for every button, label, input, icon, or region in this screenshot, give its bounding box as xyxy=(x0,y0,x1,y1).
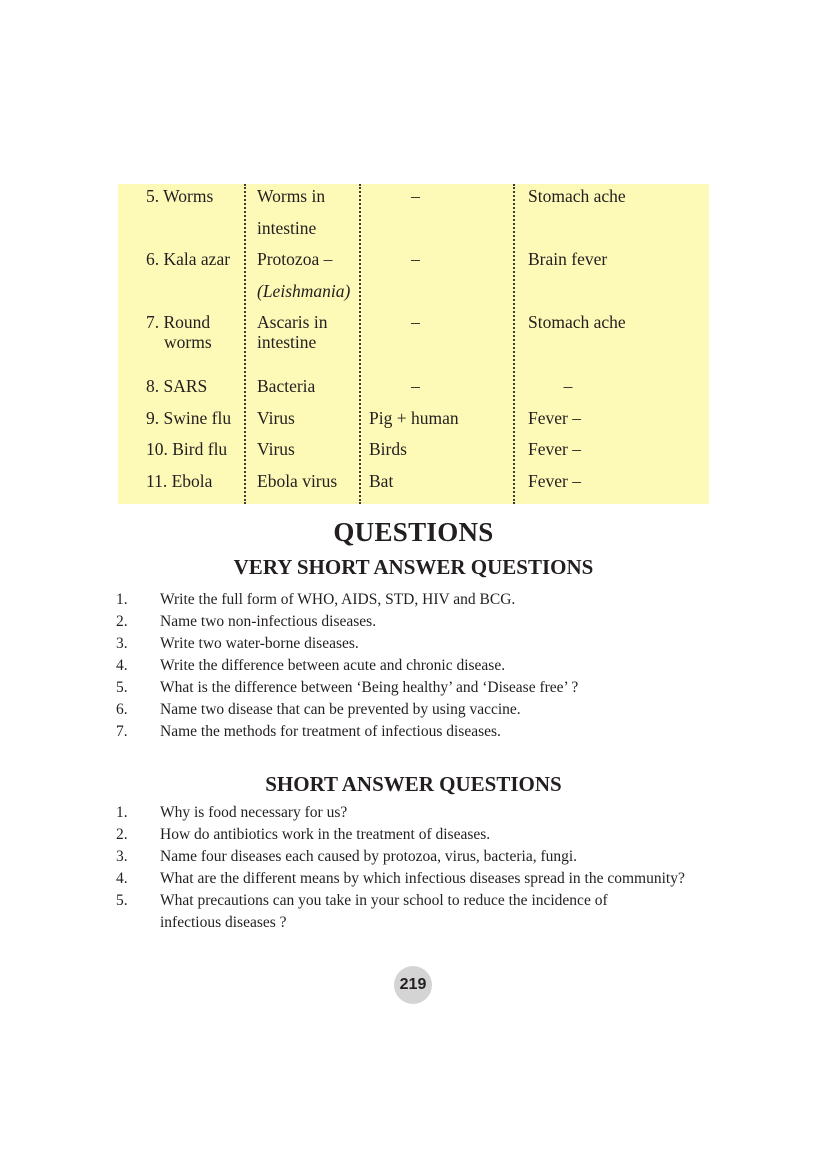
table-cell-symptom: Fever – xyxy=(528,439,581,459)
column-divider xyxy=(359,184,361,504)
disease-table xyxy=(118,184,709,504)
short-answer-heading: SHORT ANSWER QUESTIONS xyxy=(265,772,562,796)
table-cell-disease: 5. Worms xyxy=(146,186,214,206)
table-cell-symptom: Fever – xyxy=(528,408,581,428)
question-number: 1. xyxy=(116,804,128,821)
table-cell-disease: 11. Ebola xyxy=(146,471,213,491)
question-number: 2. xyxy=(116,826,128,843)
column-divider xyxy=(244,184,246,504)
question-text: Name four diseases each caused by protozoa, virus, bacteria, fungi. xyxy=(160,848,578,865)
table-cell-symptom: Stomach ache xyxy=(528,312,626,332)
question-number: 7. xyxy=(116,723,128,740)
page-number: 219 xyxy=(394,966,432,1004)
table-cell-cause: Protozoa – xyxy=(257,249,333,269)
question-number: 1. xyxy=(116,591,128,608)
table-cell-carrier: – xyxy=(411,312,420,332)
table-cell-disease: 9. Swine flu xyxy=(146,408,232,428)
question-text: Name two non-infectious diseases. xyxy=(160,613,377,630)
questions-heading: QUESTIONS xyxy=(333,517,494,547)
table-cell-symptom: Fever – xyxy=(528,471,581,491)
question-text: Name two disease that can be prevented by using vaccine. xyxy=(160,701,521,718)
question-number: 2. xyxy=(116,613,128,630)
table-cell-symptom: – xyxy=(563,376,573,396)
table-cell-symptom: Stomach ache xyxy=(528,186,626,206)
table-cell-disease: 10. Bird flu xyxy=(146,439,228,459)
question-text: Write the full form of WHO, AIDS, STD, HIV and BCG. xyxy=(160,591,516,608)
table-cell-symptom: Brain fever xyxy=(528,249,608,269)
table-cell-disease: 6. Kala azar xyxy=(146,249,231,269)
table-cell-carrier: – xyxy=(411,376,420,396)
question-number: 3. xyxy=(116,635,128,652)
question-text: Write the difference between acute and chronic disease. xyxy=(160,657,506,674)
table-cell-cause: Bacteria xyxy=(257,376,316,396)
column-divider xyxy=(513,184,515,504)
table-cell-cause: intestine xyxy=(257,332,317,352)
very-short-heading: VERY SHORT ANSWER QUESTIONS xyxy=(233,555,594,579)
question-number: 4. xyxy=(116,657,128,674)
question-text: What are the different means by which infectious diseases spread in the community? xyxy=(160,870,685,887)
table-cell-disease: 7. Round xyxy=(146,312,211,332)
question-text: Name the methods for treatment of infectious diseases. xyxy=(160,723,501,740)
table-cell-cause: Virus xyxy=(257,439,295,459)
table-cell-disease: 8. SARS xyxy=(146,376,208,396)
question-number: 4. xyxy=(116,870,128,887)
table-cell-carrier: Pig + human xyxy=(369,408,459,428)
table-cell-carrier: Bat xyxy=(369,471,394,491)
table-cell-cause: (Leishmania) xyxy=(257,281,351,301)
table-cell-cause: Worms in xyxy=(257,186,326,206)
question-text: Write two water-borne diseases. xyxy=(160,635,359,652)
question-number: 5. xyxy=(116,892,128,909)
question-text-continued: infectious diseases ? xyxy=(160,914,287,931)
table-cell-carrier: – xyxy=(411,186,420,206)
table-cell-cause: Virus xyxy=(257,408,295,428)
question-number: 3. xyxy=(116,848,128,865)
table-cell-carrier: – xyxy=(411,249,420,269)
question-number: 5. xyxy=(116,679,128,696)
table-cell-disease: worms xyxy=(164,332,212,352)
table-cell-cause: Ascaris in xyxy=(257,312,328,332)
table-cell-cause: intestine xyxy=(257,218,317,238)
question-text: Why is food necessary for us? xyxy=(160,804,348,821)
table-cell-cause: Ebola virus xyxy=(257,471,338,491)
question-number: 6. xyxy=(116,701,128,718)
table-cell-carrier: Birds xyxy=(369,439,407,459)
question-text: What is the difference between ‘Being healthy’ and ‘Disease free’ ? xyxy=(160,679,579,696)
question-text: What precautions can you take in your school to reduce the incidence of xyxy=(160,892,608,909)
question-text: How do antibiotics work in the treatment of diseases. xyxy=(160,826,491,843)
